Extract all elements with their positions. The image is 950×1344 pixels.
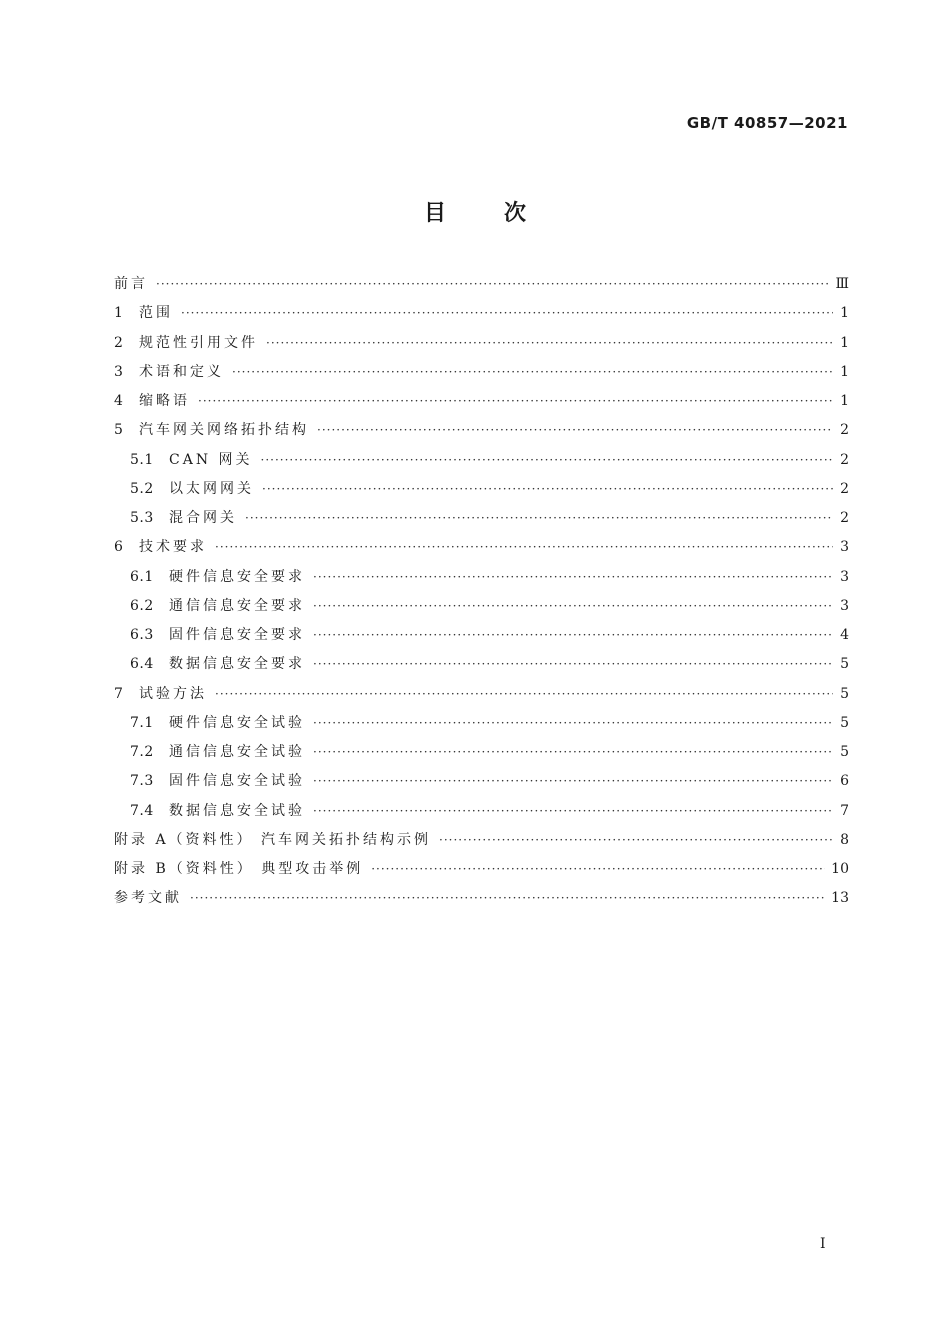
page-title: 目次 <box>423 201 584 226</box>
toc-entry[interactable] <box>114 299 849 328</box>
toc-entry-title: 缩略语 <box>139 393 190 409</box>
toc-entry[interactable] <box>114 270 849 299</box>
toc-entry-title: 范围 <box>139 305 173 322</box>
toc-entry-number: 6 <box>114 539 124 556</box>
toc-entry-number: 5 <box>114 422 124 439</box>
toc-entry[interactable] <box>114 680 849 709</box>
toc-entry-title: CAN 网关 <box>169 451 253 468</box>
toc-entry[interactable] <box>114 475 849 504</box>
toc-entry[interactable] <box>114 592 849 621</box>
toc-entry[interactable] <box>114 563 849 592</box>
toc-leader-dots <box>313 621 833 650</box>
toc-entry-page: 7 <box>840 802 849 819</box>
toc-entry-page: 13 <box>831 890 849 907</box>
toc-leader-dots <box>245 504 833 533</box>
toc-entry-page: 5 <box>840 744 849 760</box>
toc-entry-title: 附录 B（资料性） 典型攻击举例 <box>114 861 364 877</box>
toc-entry-page: 3 <box>840 568 849 585</box>
toc-entry-title: 前言 <box>114 276 148 292</box>
toc-entry-title: 试验方法 <box>139 685 207 702</box>
toc-entry-number: 6.4 <box>130 656 154 673</box>
toc-leader-dots <box>262 475 833 504</box>
toc-entry-number: 7.3 <box>130 773 154 790</box>
toc-entry-title: 通信信息安全要求 <box>169 597 305 614</box>
toc-entry-page: 2 <box>840 451 849 468</box>
toc-entry[interactable] <box>114 533 849 562</box>
toc-entry-page: 5 <box>840 685 849 702</box>
toc-leader-dots <box>215 680 833 709</box>
toc-entry[interactable] <box>114 855 849 884</box>
toc-entry-page: 6 <box>840 773 849 790</box>
standard-code: GB/T 40857—2021 <box>686 114 848 132</box>
toc-entry-number: 4 <box>114 393 124 409</box>
toc-entry-page: 1 <box>840 393 849 409</box>
table-of-contents <box>114 270 849 914</box>
toc-entry-title: 参考文献 <box>114 890 182 907</box>
toc-entry-page: Ⅲ <box>835 276 849 292</box>
toc-leader-dots <box>181 299 833 328</box>
toc-entry-number: 5.1 <box>130 451 154 468</box>
toc-entry-number: 7.1 <box>130 714 154 731</box>
toc-entry-page: 5 <box>840 656 849 673</box>
toc-entry[interactable] <box>114 826 849 855</box>
toc-leader-dots <box>313 797 833 826</box>
page-number: I <box>820 1236 826 1252</box>
toc-entry-title: 术语和定义 <box>139 363 224 380</box>
toc-entry[interactable] <box>114 387 849 416</box>
toc-leader-dots <box>261 446 833 475</box>
toc-entry[interactable] <box>114 416 849 445</box>
toc-entry-page: 3 <box>840 539 849 556</box>
toc-entry-number: 7 <box>114 685 124 702</box>
toc-entry-page: 4 <box>840 627 849 643</box>
toc-entry[interactable] <box>114 446 849 475</box>
toc-entry-number: 1 <box>114 305 124 322</box>
toc-entry-page: 2 <box>840 422 849 439</box>
toc-entry-title: 数据信息安全要求 <box>169 656 305 673</box>
toc-leader-dots <box>313 563 833 592</box>
toc-entry-title: 硬件信息安全要求 <box>169 568 305 585</box>
toc-leader-dots <box>313 650 833 679</box>
toc-leader-dots <box>232 358 833 387</box>
toc-entry-page: 2 <box>840 510 849 526</box>
toc-entry-title: 硬件信息安全试验 <box>169 714 305 731</box>
toc-leader-dots <box>313 738 833 767</box>
toc-leader-dots <box>313 709 833 738</box>
toc-entry-title: 固件信息安全要求 <box>169 627 305 643</box>
toc-entry[interactable] <box>114 767 849 796</box>
toc-leader-dots <box>439 826 833 855</box>
toc-entry[interactable] <box>114 621 849 650</box>
toc-entry-number: 3 <box>114 363 124 380</box>
toc-entry-number: 6.1 <box>130 568 154 585</box>
toc-entry-page: 5 <box>840 714 849 731</box>
toc-leader-dots <box>156 270 829 299</box>
toc-entry-page: 10 <box>831 861 849 877</box>
toc-leader-dots <box>313 767 833 796</box>
toc-entry-title: 汽车网关网络拓扑结构 <box>139 422 309 439</box>
toc-leader-dots <box>198 387 833 416</box>
toc-entry-page: 2 <box>840 480 849 497</box>
toc-entry-title: 规范性引用文件 <box>139 334 258 351</box>
toc-entry[interactable] <box>114 358 849 387</box>
toc-leader-dots <box>266 329 833 358</box>
toc-entry-title: 附录 A（资料性） 汽车网关拓扑结构示例 <box>114 831 432 848</box>
toc-entry-page: 8 <box>840 831 849 848</box>
toc-entry-title: 混合网关 <box>169 510 237 526</box>
toc-leader-dots <box>371 855 825 884</box>
toc-entry-number: 6.3 <box>130 627 154 643</box>
toc-entry-title: 以太网网关 <box>169 480 254 497</box>
toc-leader-dots <box>313 592 833 621</box>
toc-entry[interactable] <box>114 650 849 679</box>
toc-entry-page: 1 <box>840 334 849 351</box>
toc-entry-number: 7.4 <box>130 802 154 819</box>
toc-entry-number: 5.2 <box>130 480 154 497</box>
toc-entry-number: 2 <box>114 334 124 351</box>
toc-entry[interactable] <box>114 738 849 767</box>
toc-entry-number: 6.2 <box>130 597 154 614</box>
toc-entry[interactable] <box>114 797 849 826</box>
toc-entry-number: 5.3 <box>130 510 154 526</box>
toc-entry-title: 技术要求 <box>139 539 207 556</box>
toc-entry[interactable] <box>114 884 849 913</box>
toc-entry-page: 1 <box>840 305 849 322</box>
toc-entry[interactable] <box>114 504 849 533</box>
toc-entry-page: 1 <box>840 363 849 380</box>
toc-entry-title: 通信信息安全试验 <box>169 744 305 760</box>
toc-entry-title: 固件信息安全试验 <box>169 773 305 790</box>
toc-entry[interactable] <box>114 329 849 358</box>
toc-leader-dots <box>190 884 825 913</box>
toc-entry-title: 数据信息安全试验 <box>169 802 305 819</box>
toc-leader-dots <box>317 416 833 445</box>
toc-entry-number: 7.2 <box>130 744 154 760</box>
toc-leader-dots <box>215 533 833 562</box>
toc-entry-page: 3 <box>840 597 849 614</box>
toc-entry[interactable] <box>114 709 849 738</box>
